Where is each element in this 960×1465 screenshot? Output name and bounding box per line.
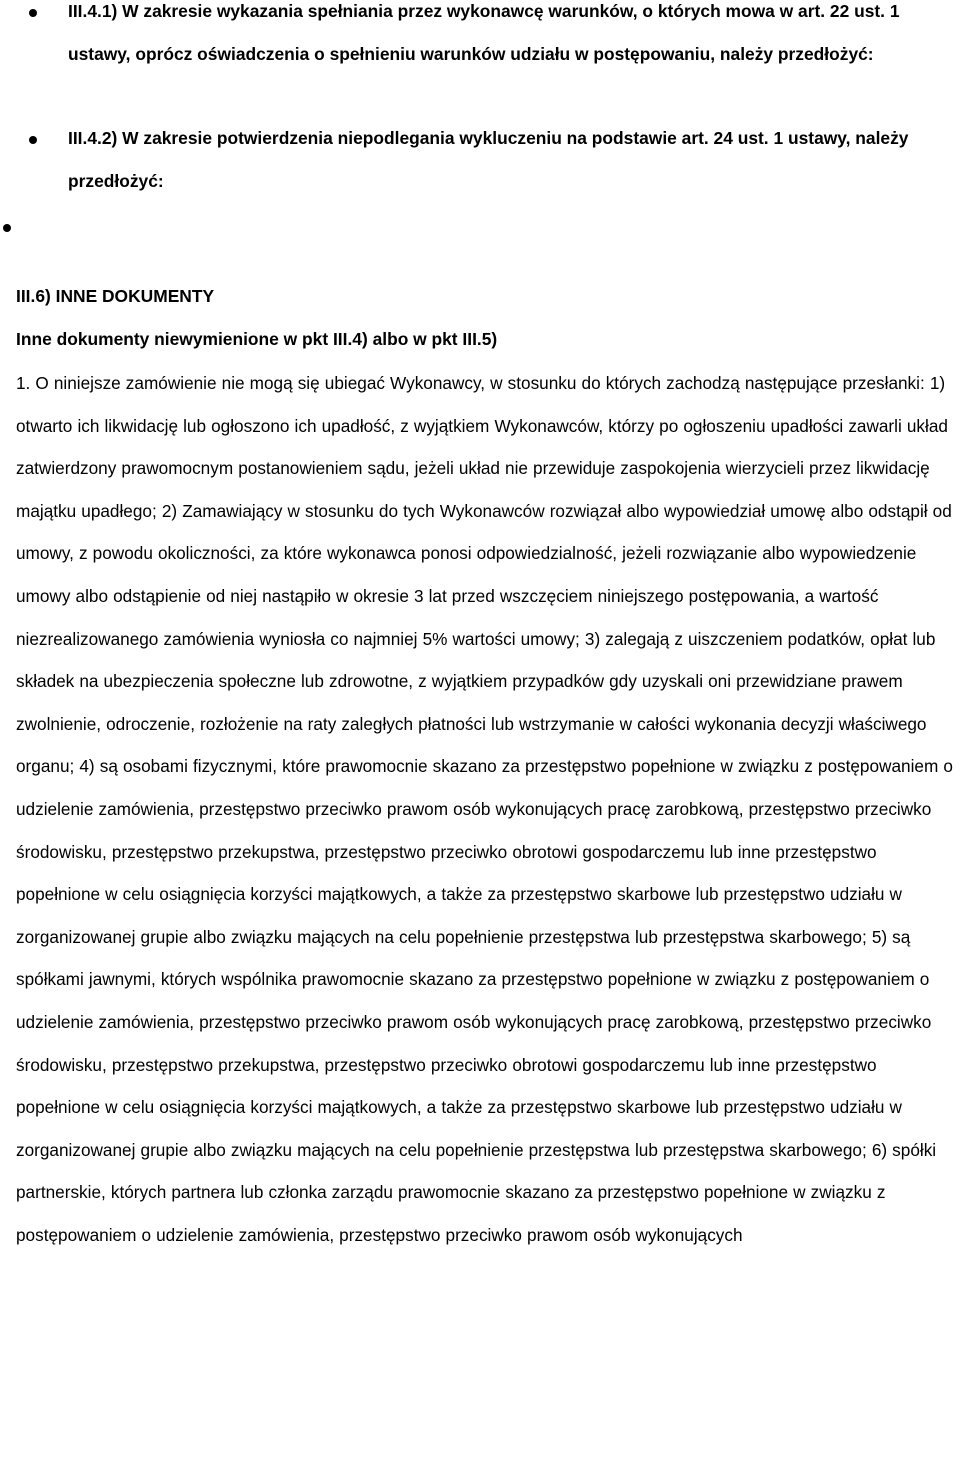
section-subtitle: Inne dokumenty niewymienione w pkt III.4) albo w pkt III.5) [16,329,498,349]
body-paragraph: 1. O niniejsze zamówienie nie mogą się ubiegać Wykonawcy, w stosunku do których zachodzą następujące przesłanki: 1) otwarto ich likwidację lub ogłoszono ich upadłość, z wyjątkiem Wykonawców, którzy po ogłoszeniu upadłości zawarli układ zatwierdzony prawomocnym postanowieniem sądu, jeżeli układ nie przewiduje zaspokojenia wierzycieli przez likwidację majątku upadłego; 2) Zamawiający w stosunku do tych Wykonawców rozwiązał albo wypowiedział umowę albo odstąpił od umowy, z powodu okoliczności, za które wykonawca ponosi odpowiedzialność, jeżeli rozwiązanie albo wypowiedzenie umowy albo odstąpienie od niej nastąpiło w okresie 3 lat przed wszczęciem niniejszego postępowania, a wartość niezrealizowanego zamówienia wyniosła co najmniej 5% wartości umowy; 3) zalegają z uiszczeniem podatków, opłat lub składek na ubezpieczenia społeczne lub zdrowotne, z wyjątkiem przypadków gdy uzyskali oni przewidziane prawem zwolnienie, odroczenie, rozłożenie na raty zaległych płatności lub wstrzymanie w całości wykonania decyzji właściwego organu; 4) są osobami fizycznymi, które prawomocnie skazano za przestępstwo popełnione w związku z postępowaniem o udzielenie zamówienia, przestępstwo przeciwko prawom osób wykonujących pracę zarobkową, przestępstwo przeciwko środowisku, przestępstwo przekupstwa, przestępstwo przeciwko obrotowi gospodarczemu lub inne przestępstwo popełnione w celu osiągnięcia korzyści majątkowych, a także za przestępstwo skarbowe lub przestępstwo udziału w zorganizowanej grupie albo związku mających na celu popełnienie przestępstwa lub przestępstwa skarbowego; 5) są spółkami jawnymi, których wspólnika prawomocnie skazano za przestępstwo popełnione w związku z postępowaniem o udzielenie zamówienia, przestępstwo przeciwko prawom osób wykonujących pracę zarobkową, przestępstwo przeciwko środowisku, przestępstwo przekupstwa, przestępstwo przeciwko obrotowi gospodarczemu lub inne przestępstwo popełnione w celu osiągnięcia korzyści majątkowych, a także za przestępstwo skarbowe lub przestępstwo udziału w zorganizowanej grupie albo związku mających na celu popełnienie przestępstwa lub przestępstwa skarbowego; 6) spółki partnerskie, których partnera lub członka zarządu prawomocnie skazano za przestępstwo popełnione w związku z postępowaniem o udzielenie zamówienia, przestępstwo przeciwko prawom osób wykonujących [16,373,953,1245]
list-item: III.4.2) W zakresie potwierdzenia niepodlegania wykluczeniu na podstawie art. 24 ust. 1 ustawy, należy przedłożyć: [68,128,909,191]
bullet-icon [29,9,37,17]
empty-bullet-icon [3,224,11,232]
section-title: III.6) INNE DOKUMENTY [16,286,215,306]
list-item: III.4.1) W zakresie wykazania spełniania przez wykonawcę warunków, o których mowa w art. 22 ust. 1 ustawy, oprócz oświadczenia o spełnieniu warunków udziału w postępowaniu, należy przedłożyć: [68,1,900,64]
bullet-icon [29,136,37,144]
